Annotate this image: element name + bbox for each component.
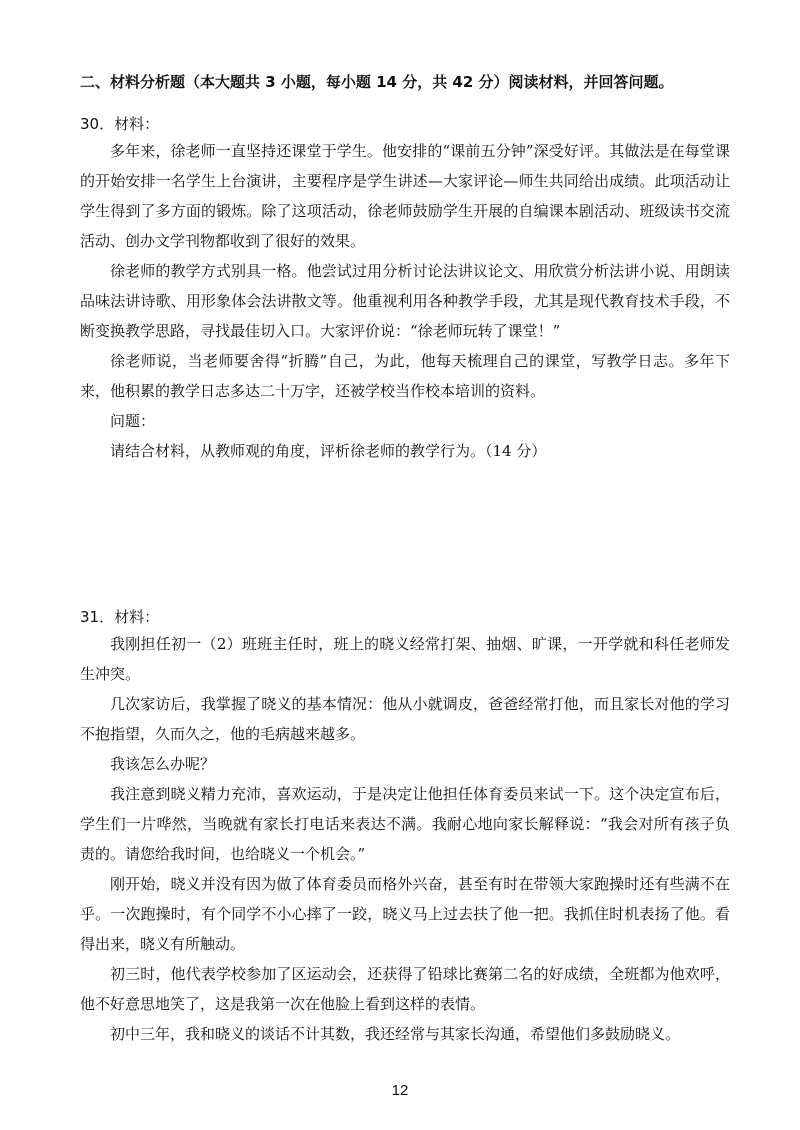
question-31-paragraph: 初中三年，我和晓义的谈话不计其数，我还经常与其家长沟通，希望他们多鼓励晓义。 <box>110 1025 681 1043</box>
page-number: 12 <box>391 1082 409 1099</box>
question-31-title: 31．材料： <box>80 608 160 626</box>
question-31-paragraph: 刚开始，晓义并没有因为做了体育委员而格外兴奋，甚至有时在带领大家跑操时还有些满不在乎。一次跑操时，有个同学不小心摔了一跤，晓义马上过去扶了他一把。我抓住时机表扬了他。看得出来，晓义有所触动。 <box>80 875 730 953</box>
question-31 <box>80 605 730 1049</box>
question-30-paragraph: 多年来，徐老师一直坚持还课堂于学生。他安排的“课前五分钟”深受好评。其做法是在每堂课的开始安排一名学生上台演讲，主要程序是学生讲述—大家评论—师生共同给出成绩。此项活动让学生得到了多方面的锻炼。除了这项活动，徐老师鼓励学生开展的自编课本剧活动、班级读书交流活动、创办文学刊物都收到了很好的效果。 <box>80 142 730 250</box>
question-30 <box>80 112 730 466</box>
question-31-paragraph: 初三时，他代表学校参加了区运动会，还获得了铅球比赛第二名的好成绩，全班都为他欢呼，他不好意思地笑了，这是我第一次在他脸上看到这样的表情。 <box>80 965 730 1013</box>
question-30-question-label: 问题： <box>110 412 156 430</box>
question-30-title: 30．材料： <box>80 115 160 133</box>
question-31-paragraph: 我刚担任初一（2）班班主任时，班上的晓义经常打架、抽烟、旷课，一开学就和科任老师发生冲突。 <box>80 635 730 683</box>
question-30-paragraph: 徐老师说，当老师要舍得“折腾”自己，为此，他每天梳理自己的课堂，写教学日志。多年下来，他积累的教学日志多达二十万字，还被学校当作校本培训的资料。 <box>80 352 730 400</box>
question-31-paragraph: 几次家访后，我掌握了晓义的基本情况：他从小就调皮，爸爸经常打他，而且家长对他的学习不抱指望，久而久之，他的毛病越来越多。 <box>80 695 730 743</box>
question-31-paragraph: 我注意到晓义精力充沛，喜欢运动，于是决定让他担任体育委员来试一下。这个决定宣布后，学生们一片哗然，当晚就有家长打电话来表达不满。我耐心地向家长解释说：“我会对所有孩子负责的。请您给我时间，也给晓义一个机会。” <box>80 785 730 863</box>
question-31-paragraph: 我该怎么办呢？ <box>110 755 216 773</box>
section-header: 二、材料分析题（本大题共 3 小题，每小题 14 分，共 42 分）阅读材料，并回答问题。 <box>80 73 674 91</box>
question-30-paragraph: 徐老师的教学方式别具一格。他尝试过用分析讨论法讲议论文、用欣赏分析法讲小说、用朗读品味法讲诗歌、用形象体会法讲散文等。他重视利用各种教学手段，尤其是现代教育技术手段，不断变换教学思路，寻找最佳切入口。大家评价说：“徐老师玩转了课堂！” <box>80 262 730 340</box>
question-30-question-text: 请结合材料，从教师观的角度，评析徐老师的教学行为。（14 分） <box>110 442 547 460</box>
